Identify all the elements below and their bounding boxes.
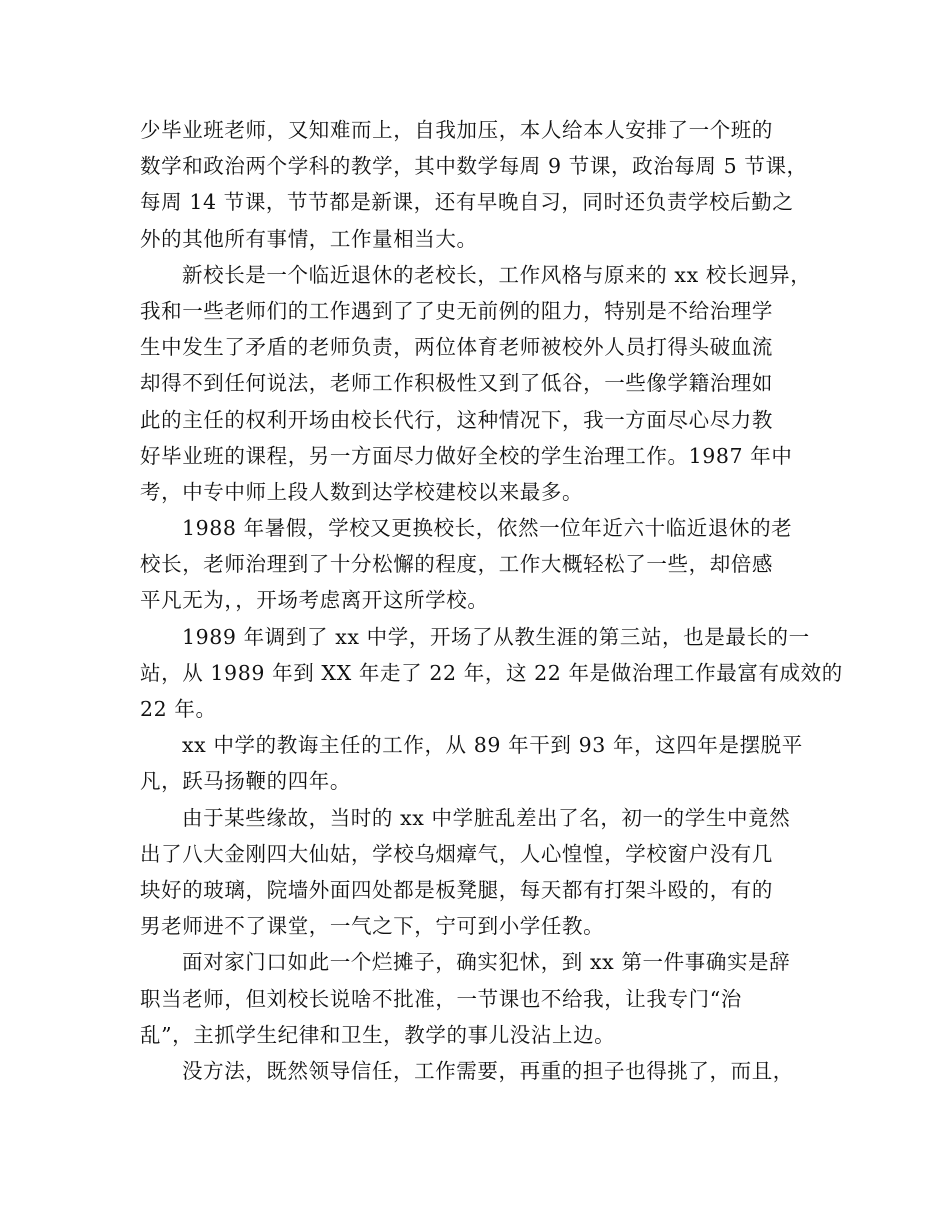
text-line: 校长，老师治理到了十分松懈的程度，工作大概轻松了一些，却倍感 bbox=[140, 552, 773, 577]
text-line: 新校长是一个临近退休的老校长，工作风格与原来的 xx 校长迥异， bbox=[182, 262, 812, 287]
text-line: 凡，跃马扬鞭的四年。 bbox=[140, 769, 351, 794]
text-line: 却得不到任何说法，老师工作积极性又到了低谷，一些像学籍治理如 bbox=[140, 371, 773, 396]
text-line: xx 中学的教诲主任的工作，从 89 年干到 93 年，这四年是摆脱平 bbox=[182, 733, 803, 758]
text-line: 此的主任的权利开场由校长代行，这种情况下，我一方面尽心尽力教 bbox=[140, 407, 773, 432]
text-line: 乱”，主抓学生纪律和卫生，教学的事儿没沾上边。 bbox=[140, 1022, 616, 1047]
text-line: 由于某些缘故，当时的 xx 中学脏乱差出了名，初一的学生中竟然 bbox=[182, 805, 791, 830]
text-line: 平凡无为，，开场考虑离开这所学校。 bbox=[140, 588, 489, 613]
text-line: 站，从 1989 年到 XX 年走了 22 年，这 22 年是做治理工作最富有成效的 bbox=[140, 660, 843, 685]
text-line: 少毕业班老师，又知难而上，自我加压，本人给本人安排了一个班的 bbox=[140, 118, 773, 142]
text-line: 22 年。 bbox=[140, 697, 217, 721]
text-line: 块好的玻璃，院墙外面四处都是板凳腿，每天都有打架斗殴的，有的 bbox=[140, 877, 773, 902]
text-line: 面对家门口如此一个烂摊子，确实犯怵，到 xx 第一件事确实是辞 bbox=[182, 950, 791, 975]
text-line: 好毕业班的课程，另一方面尽力做好全校的学生治理工作。1987 年中 bbox=[140, 443, 793, 468]
text-line: 数学和政治两个学科的教学，其中数学每周 9 节课，政治每周 5 节课， bbox=[140, 154, 808, 179]
text-line: 男老师进不了课堂，一气之下，宁可到小学任教。 bbox=[140, 914, 605, 939]
text-line: 生中发生了矛盾的老师负责，两位体育老师被校外人员打得头破血流 bbox=[140, 335, 773, 360]
text-line: 外的其他所有事情，工作量相当大。 bbox=[140, 226, 478, 251]
text-line: 职当老师，但刘校长说啥不批准，一节课也不给我，让我专门“治 bbox=[140, 986, 742, 1011]
text-line: 1989 年调到了 xx 中学，开场了从教生涯的第三站，也是最长的一 bbox=[182, 624, 810, 649]
text-line: 每周 14 节课，节节都是新课，还有早晚自习，同时还负责学校后勤之 bbox=[140, 190, 794, 215]
text-line: 没方法，既然领导信任，工作需要，再重的担子也得挑了，而且， bbox=[182, 1058, 794, 1083]
text-line: 出了八大金刚四大仙姑，学校乌烟瘴气，人心惶惶，学校窗户没有几 bbox=[140, 841, 773, 866]
text-line: 1988 年暑假，学校又更换校长，依然一位年近六十临近退休的老 bbox=[182, 516, 793, 541]
document-body bbox=[140, 112, 843, 1089]
text-line: 我和一些老师们的工作遇到了了史无前例的阻力，特别是不给治理学 bbox=[140, 298, 773, 323]
text-line: 考，中专中师上段人数到达学校建校以来最多。 bbox=[140, 479, 584, 504]
